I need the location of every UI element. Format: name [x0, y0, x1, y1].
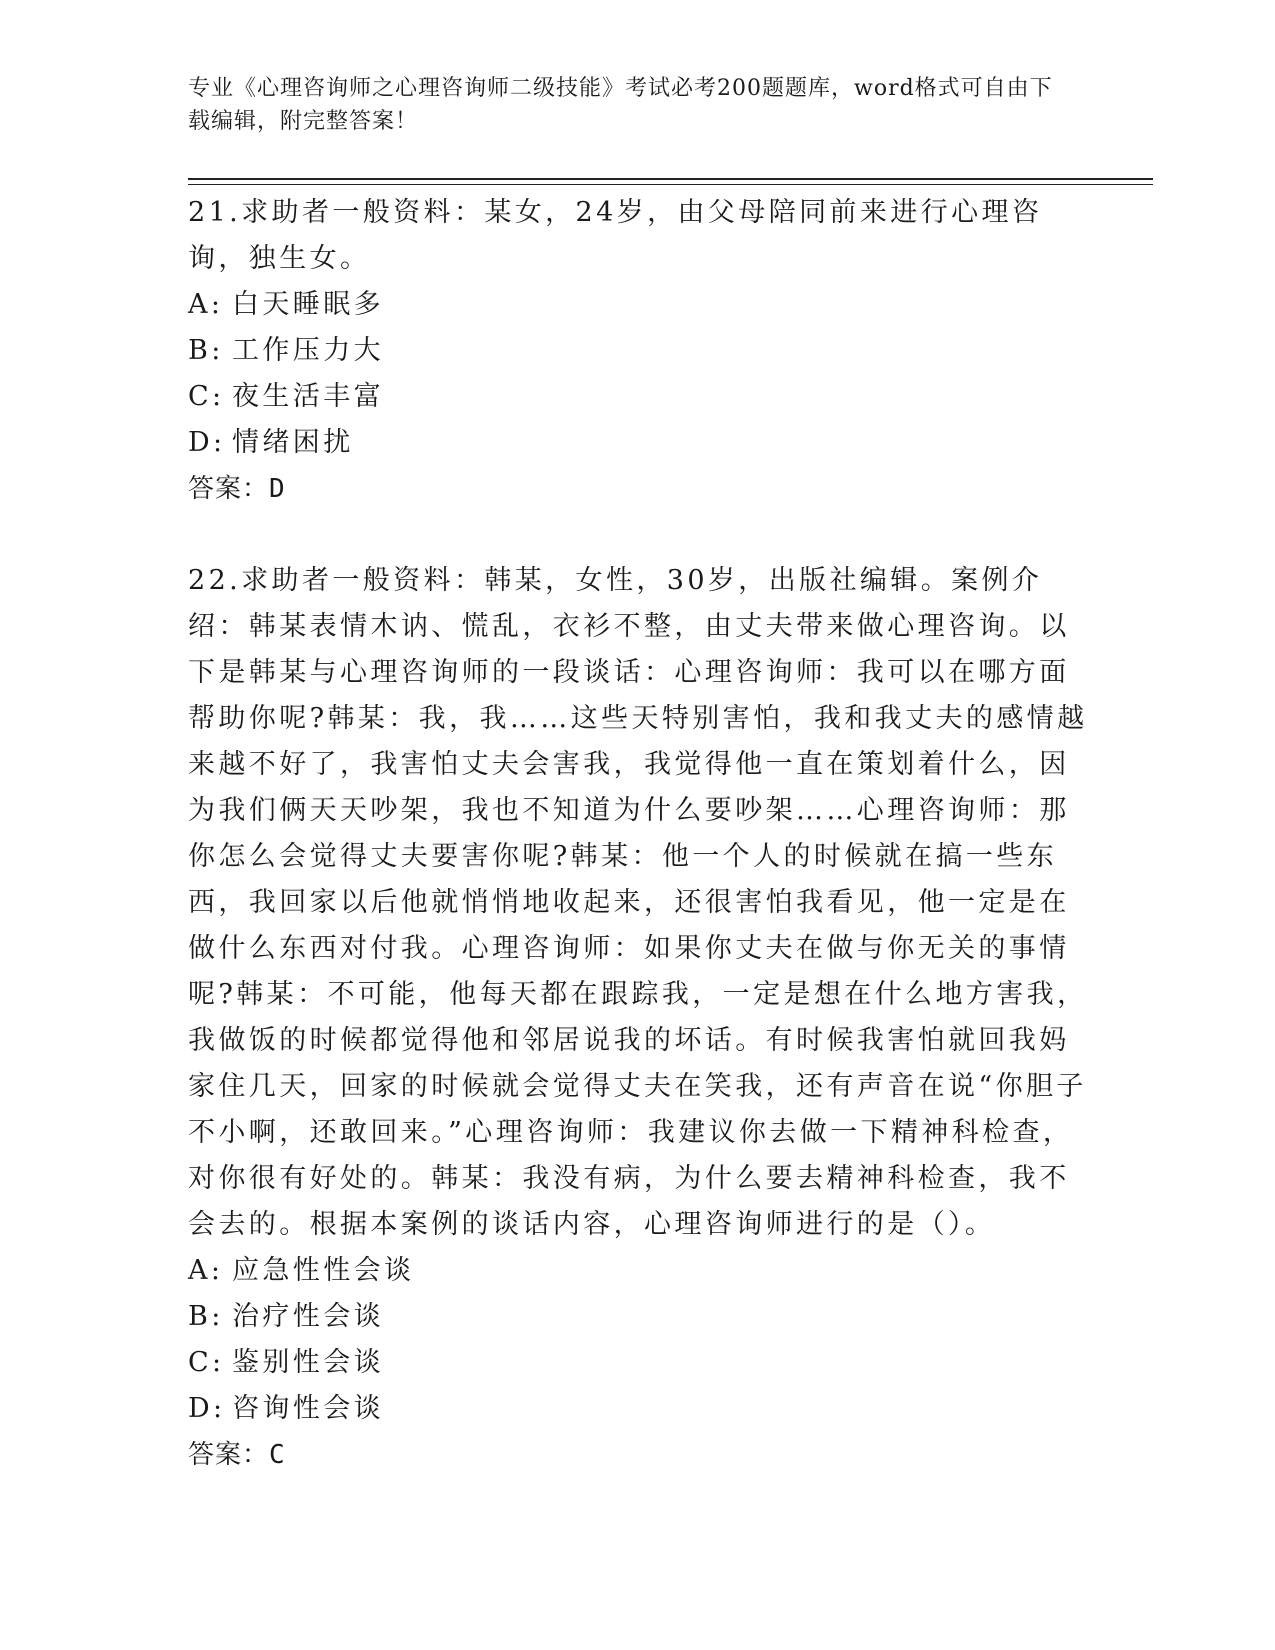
option-a	[188, 282, 1088, 328]
option-key: A:	[188, 289, 224, 320]
option-key: A:	[188, 1255, 224, 1286]
option-key: B:	[188, 335, 224, 366]
option-text: 情绪困扰	[232, 427, 354, 458]
option-b	[188, 1294, 1088, 1340]
option-a	[188, 1248, 1088, 1294]
option-b	[188, 328, 1088, 374]
header-rule-thin	[188, 184, 1153, 185]
option-key: B:	[188, 1301, 224, 1332]
page-header: 专业《心理咨询师之心理咨询师二级技能》考试必考200题题库，word格式可自由下载编辑，附完整答案！	[188, 76, 1053, 134]
option-text: 咨询性会谈	[232, 1393, 384, 1424]
option-text: 夜生活丰富	[232, 381, 384, 412]
option-key: D:	[188, 427, 226, 458]
option-c	[188, 374, 1088, 420]
answer-value: C	[269, 1440, 286, 1470]
option-key: C:	[188, 1347, 225, 1378]
option-key: D:	[188, 1393, 226, 1424]
answer-line	[188, 1432, 1088, 1478]
option-c	[188, 1340, 1088, 1386]
question-22	[188, 558, 1088, 1478]
header-rule-thick	[188, 178, 1153, 180]
option-d	[188, 420, 1088, 466]
question-list	[188, 190, 1088, 1478]
option-text: 白天睡眠多	[232, 289, 384, 320]
option-text: 应急性性会谈	[232, 1255, 415, 1286]
answer-label: 答案：	[188, 474, 270, 504]
answer-line	[188, 466, 1088, 512]
option-text: 鉴别性会谈	[232, 1347, 384, 1378]
option-text: 治疗性会谈	[232, 1301, 384, 1332]
option-key: C:	[188, 381, 225, 412]
option-d	[188, 1386, 1088, 1432]
answer-value: D	[269, 474, 286, 504]
question-21	[188, 190, 1088, 512]
question-stem: 21.求助者一般资料：某女，24岁，由父母陪同前来进行心理咨询，独生女。	[188, 197, 1043, 274]
question-stem: 22.求助者一般资料：韩某，女性，30岁，出版社编辑。案例介绍：韩某表情木讷、慌乱，衣衫不整，由丈夫带来做心理咨询。以下是韩某与心理咨询师的一段谈话：心理咨询师：我可以在哪方面帮助你呢?韩某：我，我……这些天特别害怕，我和我丈夫的感情越来越不好了，我害怕丈夫会害我，我觉得他一直在策划着什么，因为我们俩天天吵架，我也不知道为什么要吵架……心理咨询师：那你怎么会觉得丈夫要害你呢?韩某：他一个人的时候就在搞一些东西，我回家以后他就悄悄地收起来，还很害怕我看见，他一定是在做什么东西对付我。心理咨询师：如果你丈夫在做与你无关的事情呢?韩某：不可能，他每天都在跟踪我，一定是想在什么地方害我，我做饭的时候都觉得他和邻居说我的坏话。有时候我害怕就回我妈家住几天，回家的时候就会觉得丈夫在笑我，还有声音在说“你胆子不小啊，还敢回来。”心理咨询师：我建议你去做一下精神科检查，对你很有好处的。韩某：我没有病，为什么要去精神科检查，我不会去的。根据本案例的谈话内容，心理咨询师进行的是（）。	[188, 565, 1088, 1240]
answer-label: 答案：	[188, 1440, 270, 1470]
option-text: 工作压力大	[232, 335, 384, 366]
